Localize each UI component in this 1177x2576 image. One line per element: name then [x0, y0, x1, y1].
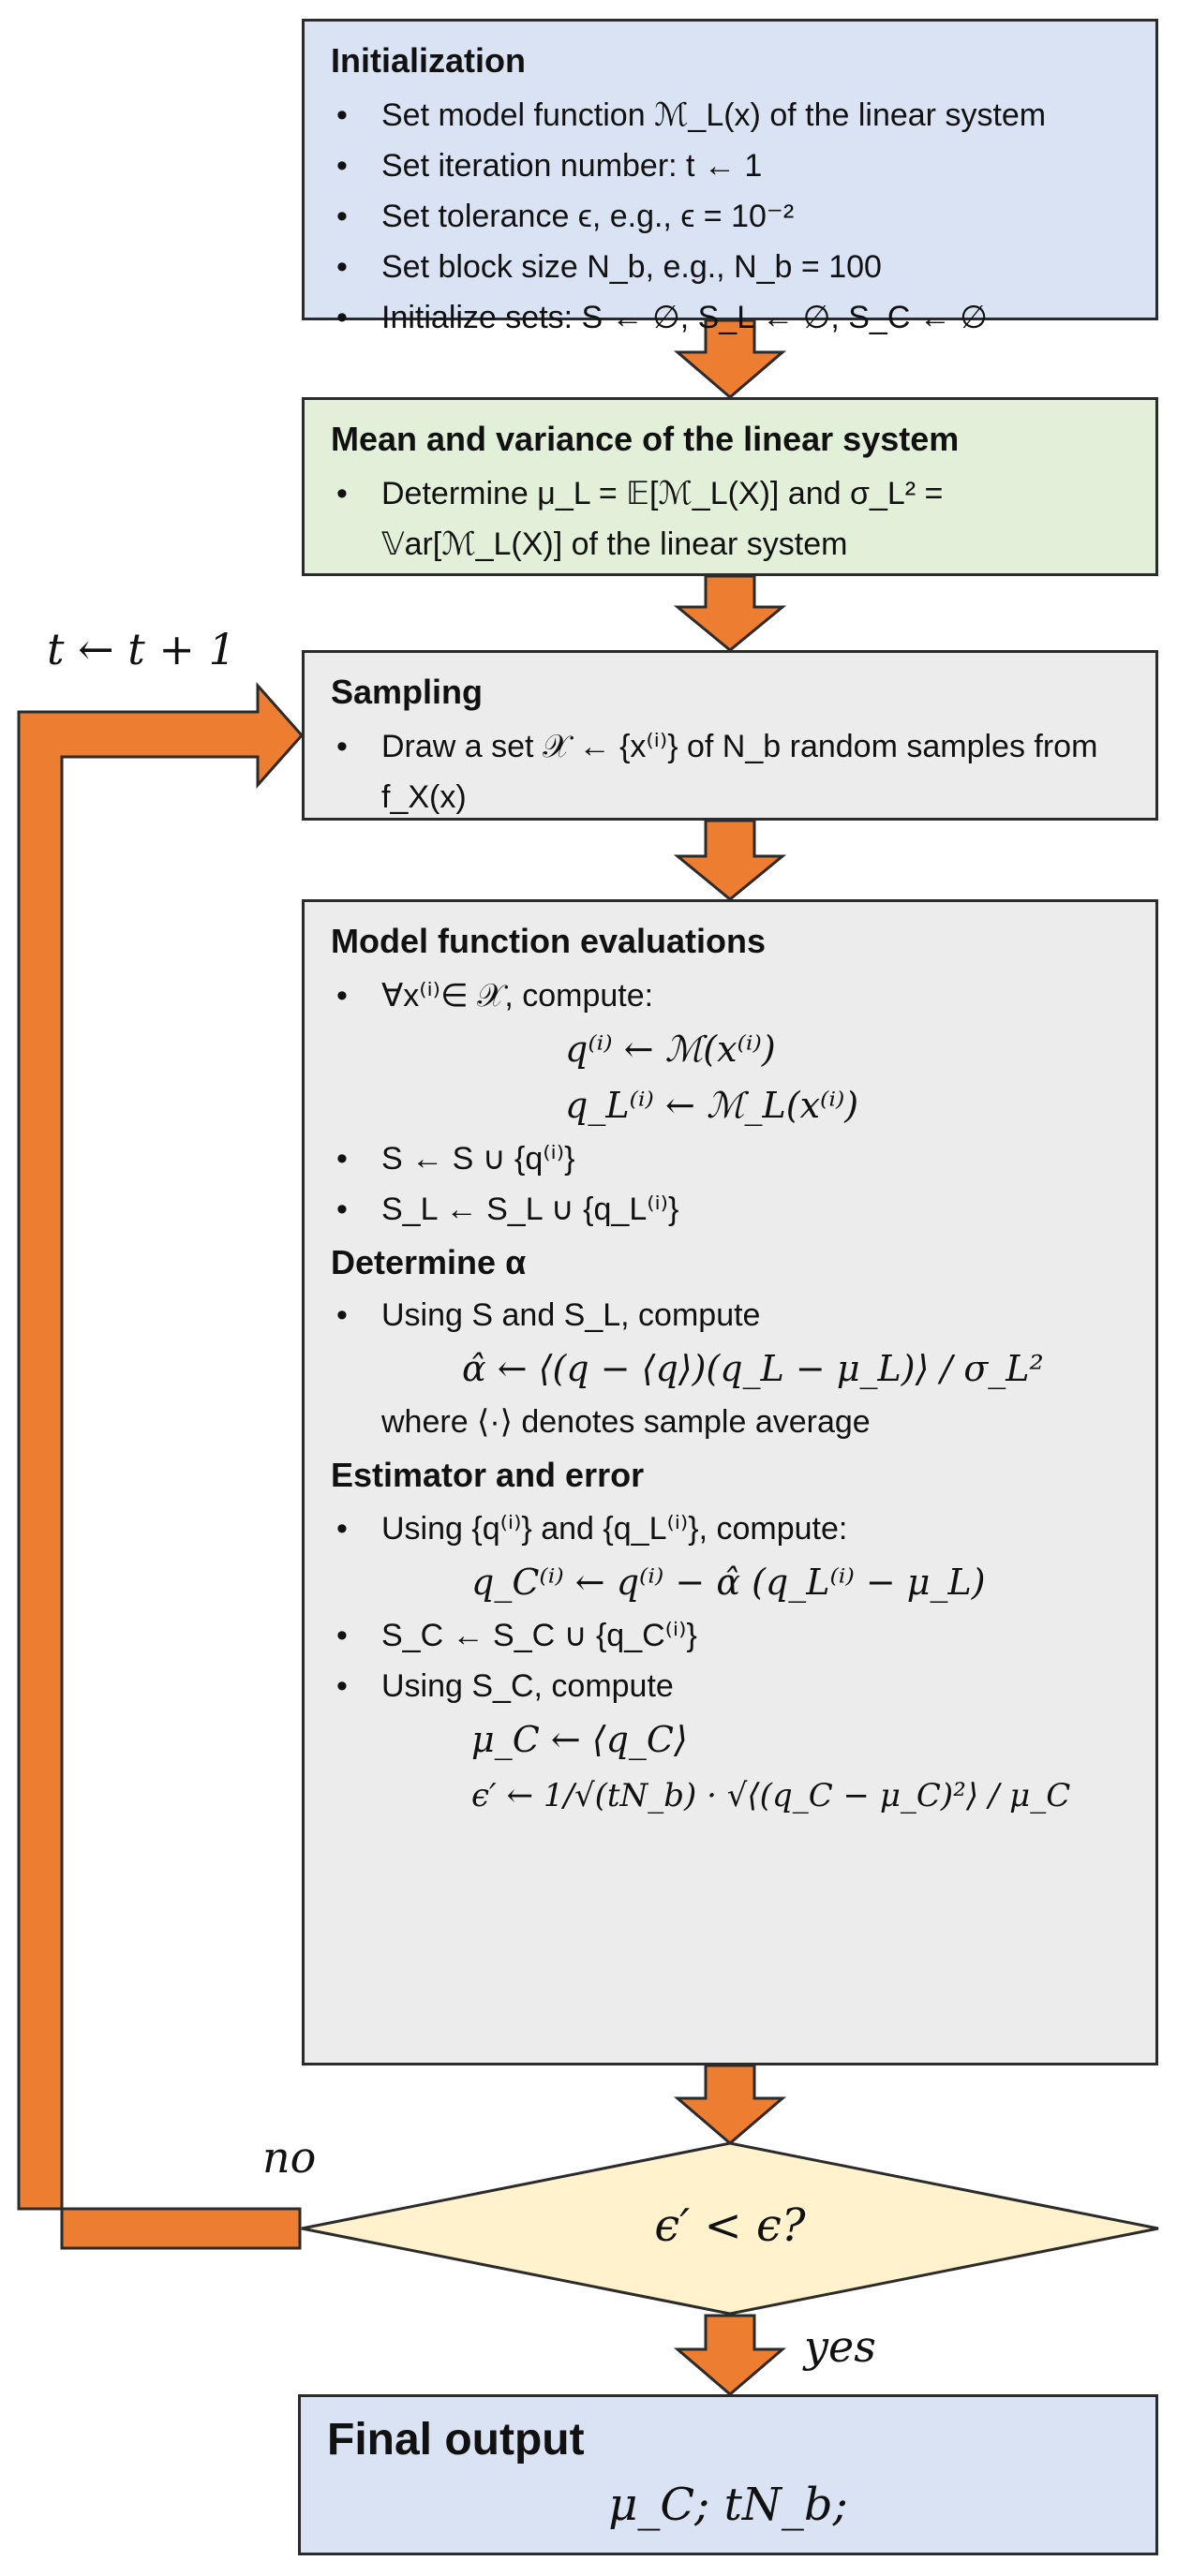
model-evaluations-box	[302, 899, 1158, 2065]
model-item-set-S: • S ← S ∪ {q⁽ⁱ⁾}	[331, 1133, 1129, 1184]
sampling-box	[302, 650, 1158, 821]
equation-q: q⁽ⁱ⁾ ← ℳ(x⁽ⁱ⁾)	[565, 1029, 776, 1071]
estimator-error-title: Estimator and error	[331, 1456, 645, 1495]
initialization-title: Initialization	[331, 41, 527, 80]
sampling-list	[331, 721, 1129, 822]
model-item-set-SL: • S_L ← S_L ∪ {q_L⁽ⁱ⁾}	[331, 1184, 1129, 1235]
equation-alpha: α̂ ← ⟨(q − ⟨q⟩)(q_L − μ_L)⟩ / σ_L²	[462, 1348, 1044, 1390]
estimator-list	[331, 1503, 1129, 1554]
arrow-decision-to-final	[678, 2316, 782, 2394]
no-label: no	[262, 2132, 317, 2183]
equation-qL: q_L⁽ⁱ⁾ ← ℳ_L(x⁽ⁱ⁾)	[565, 1085, 859, 1127]
estimator-item-set-SC: • S_C ← S_C ∪ {q_C⁽ⁱ⁾}	[331, 1610, 1129, 1661]
final-output-value: μ_C; tN_b;	[608, 2479, 848, 2531]
arrow-model-to-decision	[678, 2065, 782, 2143]
mean-variance-box	[302, 397, 1158, 576]
arrow-meanvar-to-sampling	[678, 576, 782, 650]
equation-muC: μ_C ← ⟨q_C⟩	[471, 1718, 688, 1760]
loop-arrow-no	[19, 686, 302, 2248]
mean-variance-list	[331, 468, 1129, 570]
init-item-model-function: • Set model function ℳ_L(x) of the linear system	[331, 90, 1129, 141]
alpha-list	[331, 1290, 1129, 1340]
equation-qC: q_C⁽ⁱ⁾ ← q⁽ⁱ⁾ − α̂ (q_L⁽ⁱ⁾ − μ_L)	[471, 1561, 986, 1603]
sampling-title: Sampling	[331, 673, 484, 711]
alpha-item-using: • Using S and S_L, compute	[331, 1290, 1129, 1340]
model-evaluations-list	[331, 970, 1129, 1021]
final-output-title: Final output	[327, 2415, 585, 2465]
estimator-item-using: • Using {q⁽ⁱ⁾} and {q_L⁽ⁱ⁾}, compute:	[331, 1503, 1129, 1554]
init-item-iteration: • Set iteration number: t ← 1	[331, 141, 1129, 191]
arrow-sampling-to-model	[678, 821, 782, 899]
decision-text: ϵ′ < ϵ?	[654, 2199, 806, 2252]
initialization-box	[302, 19, 1158, 336]
initialization-list	[331, 90, 1129, 343]
alpha-note: where ⟨·⟩ denotes sample average	[381, 1404, 871, 1441]
equation-eps-prime: ϵ′ ← 1/√(tN_b) · √⟨(q_C − μ_C)²⟩ / μ_C	[471, 1776, 1071, 1814]
mean-variance-item: • Determine μ_L = 𝔼[ℳ_L(X)] and σ_L² = 𝕍ar[ℳ_L(X)] of the linear system	[331, 468, 1129, 570]
model-item-forall: • ∀x⁽ⁱ⁾∈ 𝒳, compute:	[331, 970, 1129, 1021]
estimator-sets-list	[331, 1610, 1129, 1711]
determine-alpha-title: Determine α	[331, 1243, 527, 1282]
estimator-item-using-SC: • Using S_C, compute	[331, 1661, 1129, 1711]
init-item-block-size: • Set block size N_b, e.g., N_b = 100	[331, 242, 1129, 292]
yes-label: yes	[804, 2321, 876, 2372]
mean-variance-title: Mean and variance of the linear system	[331, 420, 960, 458]
final-output-box	[298, 2394, 1158, 2555]
sampling-item: • Draw a set 𝒳 ← {x⁽ⁱ⁾} of N_b random samples from f_X(x)	[331, 721, 1129, 822]
model-sets-list	[331, 1133, 1129, 1235]
loop-label: t ← t + 1	[47, 624, 236, 674]
init-item-sets: • Initialize sets: S ← ∅, S_L ← ∅, S_C ← ∅	[331, 292, 1129, 343]
model-evaluations-title: Model function evaluations	[331, 922, 767, 960]
init-item-tolerance: • Set tolerance ϵ, e.g., ϵ = 10⁻²	[331, 191, 1129, 242]
